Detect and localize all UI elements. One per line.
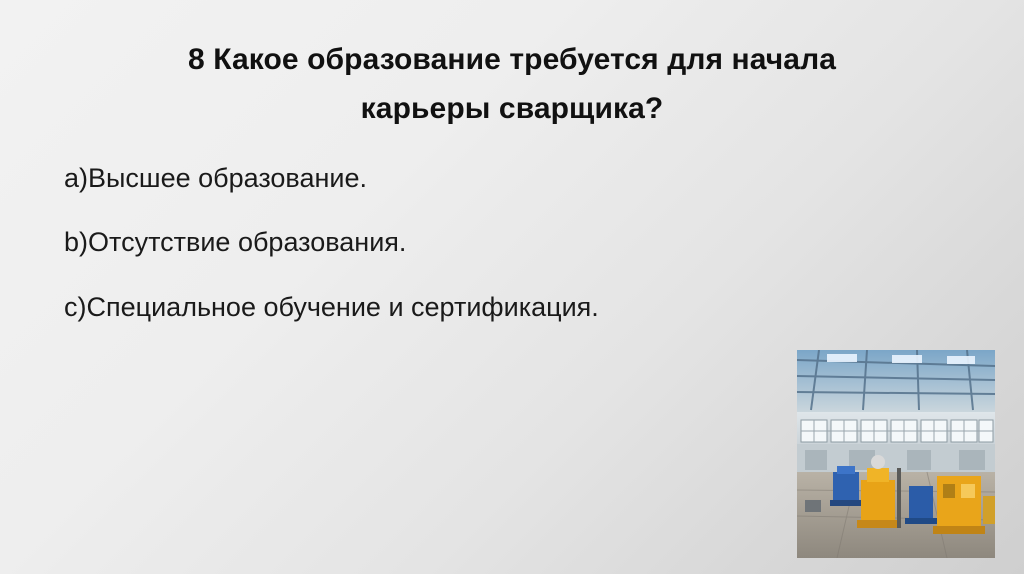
list-item[interactable] [64,162,944,194]
option-label: Специальное обучение и сертификация. [86,291,599,322]
page-title-line-1: 8 Какое образование требуется для начала [187,43,837,76]
page-title [96,36,928,133]
yellow-machine-right [933,476,985,534]
industrial-workshop-illustration [797,350,995,558]
support-post [897,468,901,528]
blue-machine [830,466,862,506]
list-item[interactable] [64,226,944,258]
list-item[interactable] [64,291,944,323]
option-label: Высшее образование. [88,163,367,193]
option-marker: b) [64,227,89,258]
industrial-workshop-photo [797,350,995,558]
option-label: Отсутствие образования. [88,227,407,258]
blue-machine-right [905,486,937,524]
option-marker: c) [64,291,87,322]
equipment-cabinet [983,496,995,524]
equipment-box [805,500,821,512]
answer-options-list [64,162,944,355]
option-marker: a) [64,163,89,193]
page-title-line-2: карьеры сварщика? [360,91,664,125]
